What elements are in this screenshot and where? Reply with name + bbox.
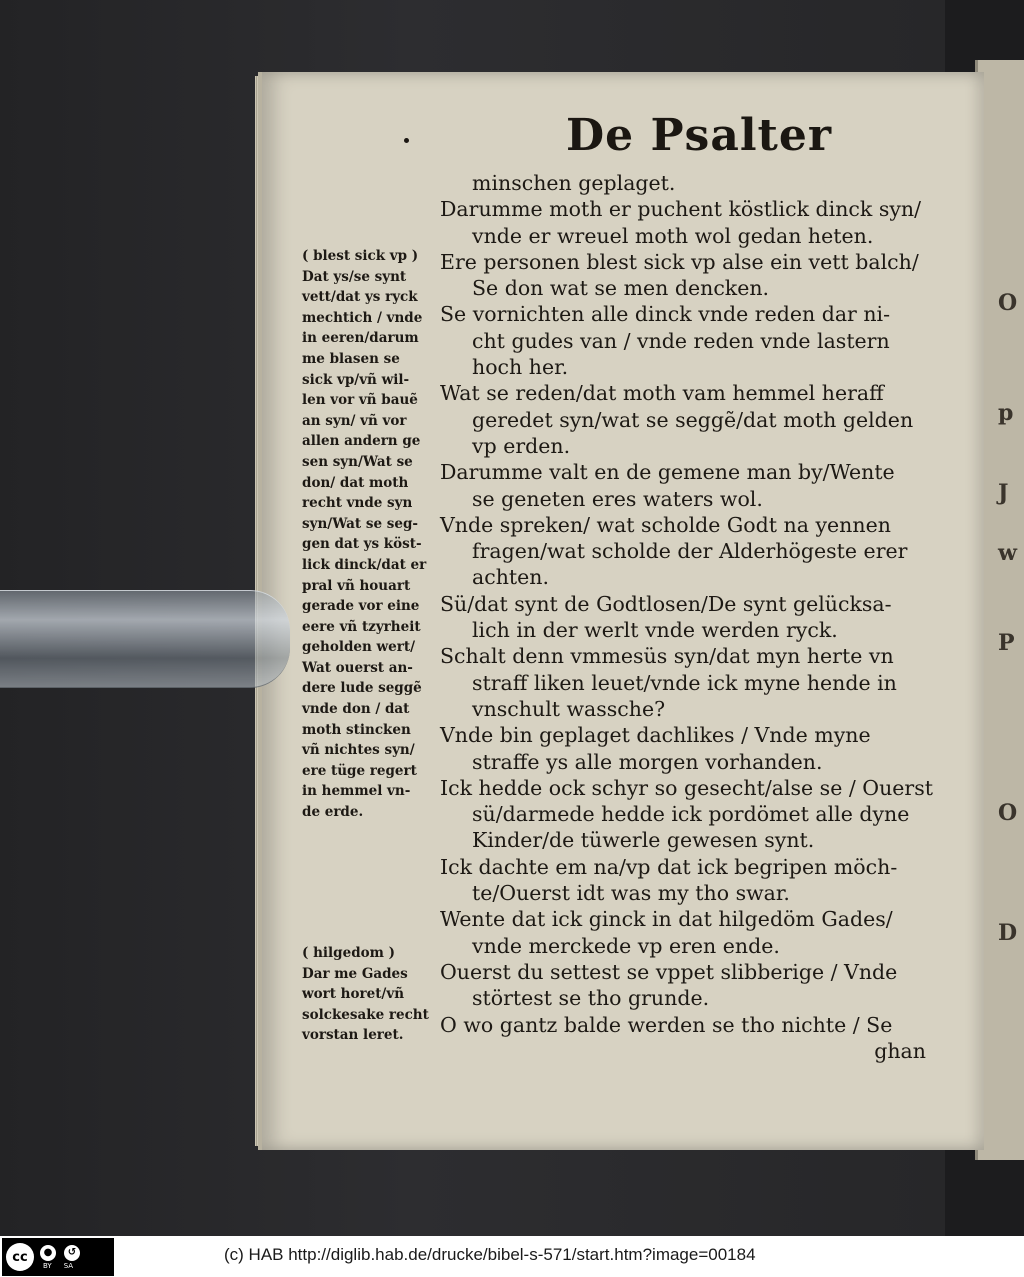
gloss-line: vett/dat ys ryck: [302, 289, 418, 306]
text-line: Darumme moth er puchent köstlick dinck syn/: [440, 197, 922, 222]
text-line: fragen/wat scholde der Alderhögeste erer: [472, 539, 908, 564]
text-line: hoch her.: [472, 355, 569, 380]
marginal-gloss: [302, 246, 438, 823]
gloss-line: ere tüge regert: [302, 762, 417, 779]
license-terms: [40, 1245, 80, 1270]
gloss-line: recht vnde syn: [302, 495, 413, 512]
text-line: geredet syn/wat se seggẽ/dat moth gelden: [472, 407, 914, 432]
text-line: se geneten eres waters wol.: [472, 486, 763, 511]
text-line: sü/darmede hedde ick pordömet alle dyne: [472, 802, 910, 827]
text-line: Kinder/de tüwerle gewesen synt.: [472, 828, 815, 853]
next-page-edge: O p J w P O D: [975, 60, 1024, 1160]
psalm-text: [440, 170, 933, 1064]
gloss-line: vnde don / dat: [302, 701, 410, 718]
gloss-line: de erde.: [302, 804, 364, 821]
gloss-line: syn/Wat se seg-: [302, 515, 418, 532]
gloss-line: in eeren/darum: [302, 330, 419, 347]
gloss-line: gerade vor eine: [302, 598, 420, 615]
gloss-line: geholden wert/: [302, 639, 416, 656]
text-line: Ick dachte em na/vp dat ick begripen möch-: [440, 854, 898, 879]
gloss-line: Dar me Gades: [302, 965, 408, 982]
gloss-line: sen syn/Wat se: [302, 453, 413, 470]
text-line: Ere personen blest sick vp alse ein vett balch/: [440, 249, 919, 274]
text-line: achten.: [472, 565, 549, 590]
text-line: lich in der werlt vnde werden ryck.: [472, 618, 838, 643]
text-line: Ick hedde ock schyr so gesecht/alse se / Ouerst: [440, 775, 933, 800]
gloss-line: in hemmel vn-: [302, 783, 411, 800]
gloss-line: Dat ys/se synt: [302, 268, 407, 285]
credit-text: (c) HAB http://diglib.hab.de/drucke/bibel-s-571/start.htm?image=00184: [224, 1245, 756, 1264]
text-line: Darumme valt en de gemene man by/Wente: [440, 460, 895, 485]
text-line: Wente dat ick ginck in dat hilgedöm Gades/: [440, 907, 893, 932]
gloss-line: ( blest sick vp ): [302, 248, 419, 264]
catchword: ghan: [874, 1038, 926, 1063]
text-line: vnschult wassche?: [472, 696, 666, 721]
gloss-line: don/ dat moth: [302, 474, 409, 491]
gloss-line: allen andern ge: [302, 433, 421, 450]
cc-icon: cc: [6, 1243, 34, 1271]
gloss-line: Wat ouerst an-: [302, 659, 413, 676]
running-head: De Psalter: [566, 110, 833, 161]
text-line: vnde merckede vp eren ende.: [472, 933, 780, 958]
text-line: te/Ouerst idt was my tho swar.: [472, 881, 790, 906]
gloss-line: mechtich / vnde: [302, 309, 423, 326]
text-line: vnde er wreuel moth wol gedan heten.: [472, 223, 874, 248]
gloss-line: solckesake recht: [302, 1006, 429, 1023]
text-line: Schalt denn vmmesüs syn/dat myn herte vn: [440, 644, 894, 669]
text-line: Wat se reden/dat moth vam hemmel heraff: [440, 381, 884, 406]
gloss-line: ( hilgedom ): [302, 945, 396, 961]
gloss-line: eere vñ tzyrheit: [302, 618, 421, 635]
marginal-gloss-hilgedom: [302, 943, 438, 1046]
gloss-line: me blasen se: [302, 350, 400, 367]
credit-bar: [0, 1236, 1024, 1277]
text-line: vp erden.: [472, 433, 571, 458]
gloss-line: pral vñ houart: [302, 577, 411, 594]
gloss-line: lick dinck/dat er: [302, 556, 427, 573]
share-alike-icon: ↺: [64, 1245, 80, 1261]
text-line: O wo gantz balde werden se tho nichte / Se: [440, 1012, 893, 1037]
gloss-line: vñ nichtes syn/: [302, 742, 415, 759]
text-line: Vnde bin geplaget dachlikes / Vnde myne: [440, 723, 871, 748]
text-line: minschen geplaget.: [472, 171, 676, 195]
gloss-line: vorstan leret.: [302, 1027, 404, 1044]
by-label: BY: [43, 1261, 52, 1270]
text-line: störtest se tho grunde.: [472, 986, 710, 1011]
gloss-line: moth stincken: [302, 721, 411, 738]
sa-label: SA: [63, 1261, 74, 1270]
text-line: cht gudes van / vnde reden vnde lastern: [472, 328, 890, 353]
by-person-icon: ●: [40, 1245, 56, 1261]
text-line: Se don wat se men dencken.: [472, 276, 770, 301]
text-line: Sü/dat synt de Godtlosen/De synt gelücksa-: [440, 591, 892, 616]
text-line: straffe ys alle morgen vorhanden.: [472, 749, 823, 774]
ornament-dot: [404, 138, 409, 143]
glass-page-weight: [0, 590, 290, 688]
text-line: straff liken leuet/vnde ick myne hende in: [472, 670, 897, 695]
text-line: Se vornichten alle dinck vnde reden dar ni-: [440, 302, 891, 327]
gloss-line: an syn/ vñ vor: [302, 412, 407, 429]
gloss-line: dere lude seggẽ: [302, 680, 422, 697]
gloss-line: gen dat ys köst-: [302, 536, 422, 553]
text-line: Ouerst du settest se vppet slibberige / Vnde: [440, 959, 898, 984]
gloss-line: sick vp/vñ wil-: [302, 371, 410, 388]
gloss-line: wort horet/vñ: [302, 986, 405, 1003]
gloss-line: len vor vñ bauẽ: [302, 392, 418, 409]
cc-license-icon[interactable]: [2, 1238, 114, 1276]
text-line: Vnde spreken/ wat scholde Godt na yennen: [440, 512, 891, 537]
